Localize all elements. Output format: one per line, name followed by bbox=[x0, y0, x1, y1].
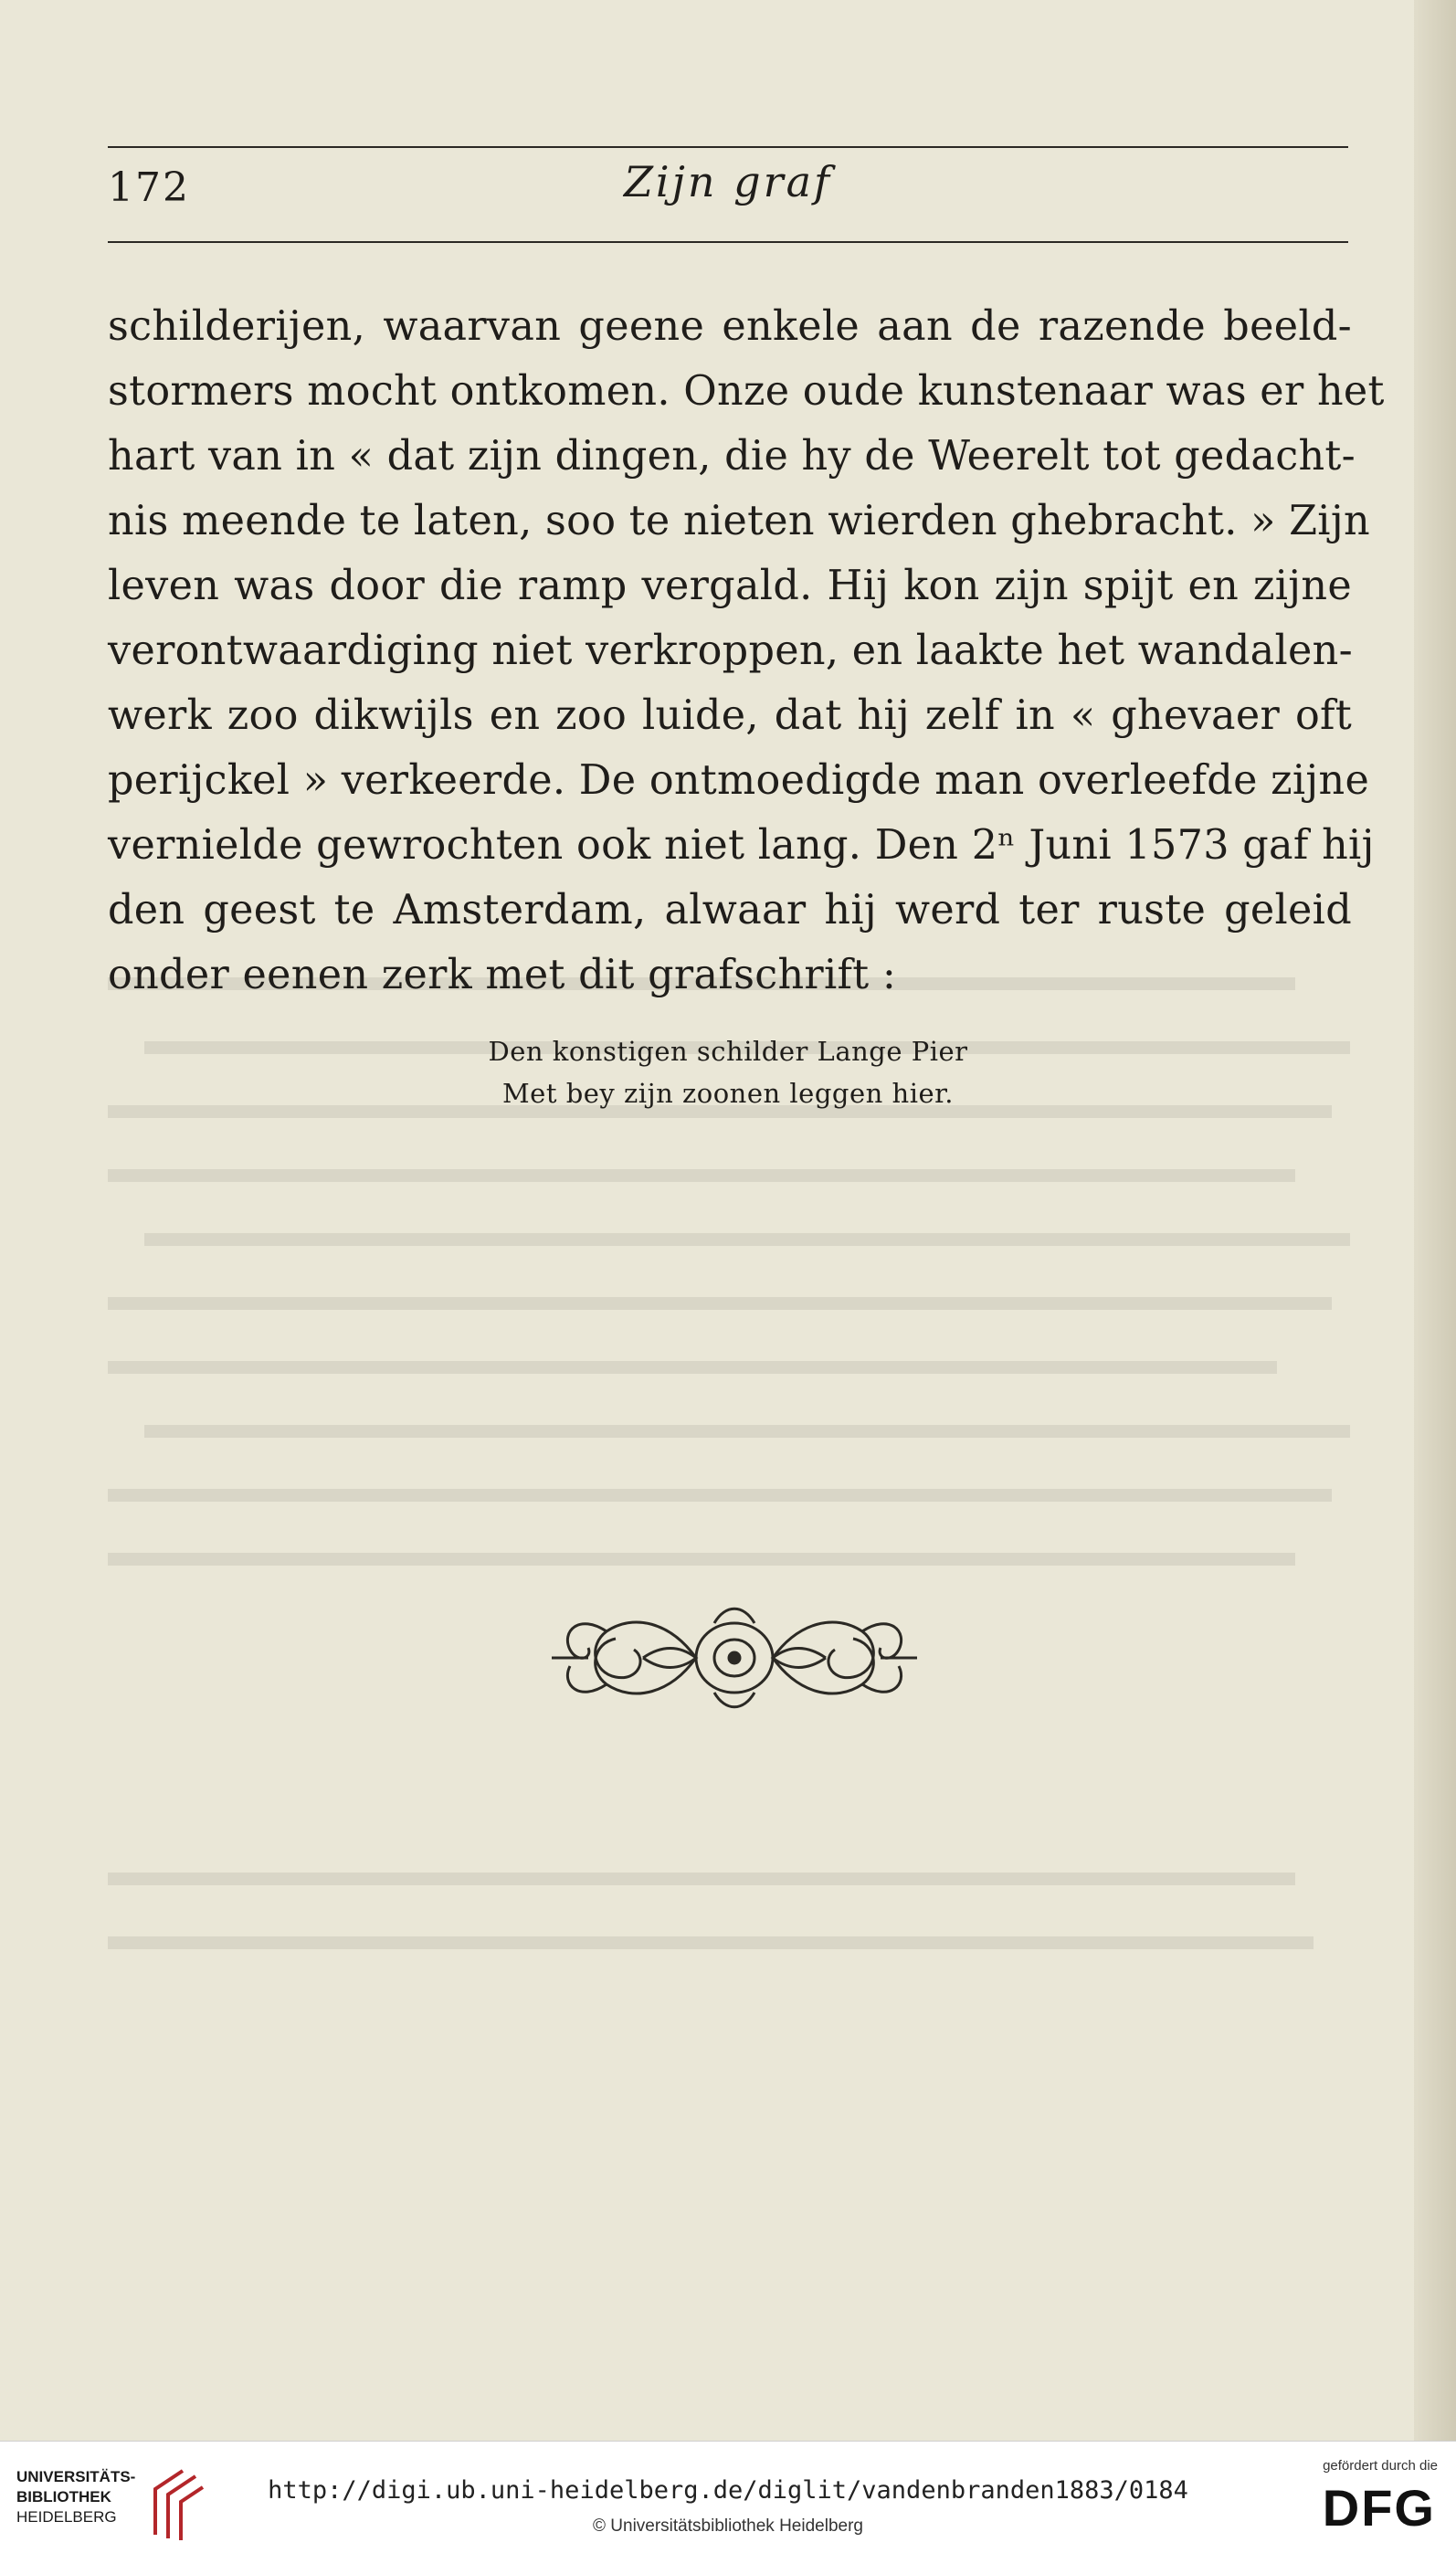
text-line: hart van in « dat zijn dingen, die hy de Weerelt tot gedacht- bbox=[108, 433, 1356, 480]
page-edge bbox=[1414, 0, 1456, 2441]
text-line: den geest te Amsterdam, alwaar hij werd ter ruste geleid bbox=[108, 887, 1352, 934]
copyright-notice: © Universitätsbibliothek Heidelberg bbox=[593, 2516, 863, 2536]
text-line: perijckel » verkeerde. De ontmoedigde man overleefde zijne bbox=[108, 757, 1370, 804]
text-line: schilderijen, waarvan geene enkele aan de razende beeld- bbox=[108, 303, 1352, 350]
epitaph-line: Den konstigen schilder Lange Pier bbox=[488, 1036, 968, 1067]
library-name-line: HEIDELBERG bbox=[16, 2508, 117, 2526]
dfg-logo-icon: DFG bbox=[1322, 2479, 1436, 2537]
body-paragraph bbox=[108, 294, 1385, 1007]
text-line: vernielde gewrochten ook niet lang. Den 2ⁿ Juni 1573 gaf hij bbox=[108, 822, 1375, 869]
page-number: 172 bbox=[108, 164, 190, 211]
text-line: werk zoo dikwijls en zoo luide, dat hij zelf in « ghevaer oft bbox=[108, 692, 1352, 739]
decorative-ornament-icon bbox=[552, 1595, 917, 1721]
viewer-footer bbox=[0, 2441, 1456, 2553]
funding-note: gefördert durch die bbox=[1323, 2458, 1438, 2474]
permalink-url[interactable]: http://digi.ub.uni-heidelberg.de/diglit/vandenbranden1883/0184 bbox=[268, 2476, 1188, 2505]
text-line: nis meende te laten, soo te nieten wierden ghebracht. » Zijn bbox=[108, 498, 1370, 544]
text-line: stormers mocht ontkomen. Onze oude kunstenaar was er het bbox=[108, 368, 1385, 415]
header-rule-bottom bbox=[108, 241, 1348, 243]
header-rule-top bbox=[108, 146, 1348, 148]
text-line: verontwaardiging niet verkroppen, en laakte het wandalen- bbox=[108, 628, 1353, 674]
text-line: onder eenen zerk met dit grafschrift : bbox=[108, 952, 897, 998]
library-name-line: UNIVERSITÄTS- bbox=[16, 2468, 136, 2485]
running-title: Zijn graf bbox=[623, 157, 833, 206]
text-line: leven was door die ramp vergald. Hij kon zijn spijt en zijne bbox=[108, 563, 1352, 609]
epitaph-line: Met bey zijn zoonen leggen hier. bbox=[501, 1078, 955, 1109]
epitaph bbox=[0, 1030, 1456, 1114]
library-name-line: BIBLIOTHEK bbox=[16, 2488, 111, 2506]
